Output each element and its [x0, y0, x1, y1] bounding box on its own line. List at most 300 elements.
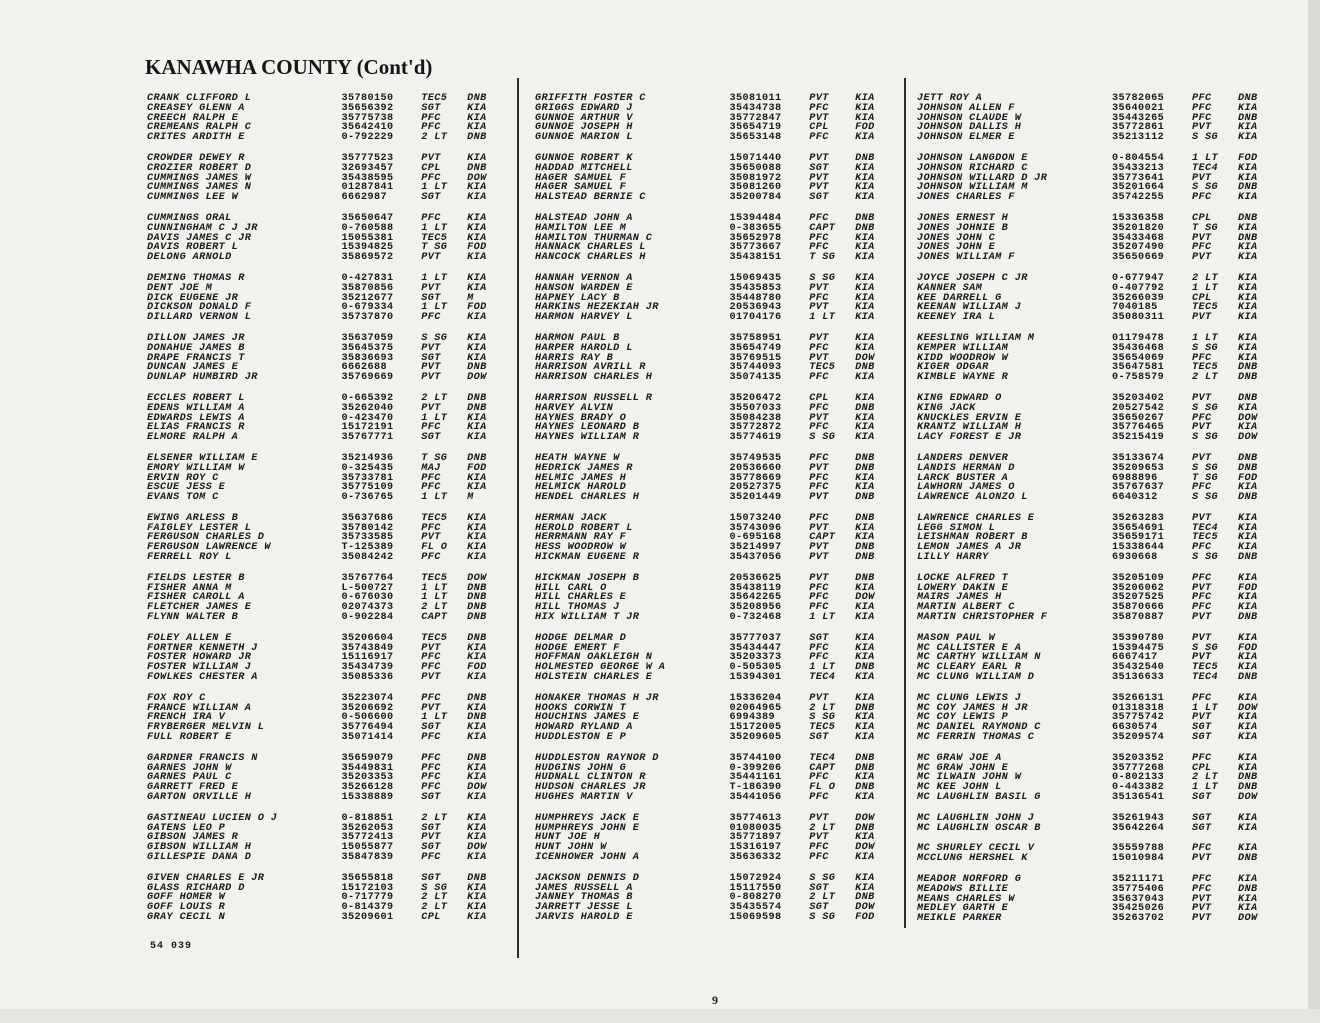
status: DNB — [855, 402, 875, 414]
status: KIA — [1238, 512, 1258, 524]
grade: SGT — [1192, 792, 1212, 804]
status: DOW — [855, 842, 875, 854]
grade: PVT — [809, 332, 829, 344]
grade: TEC4 — [809, 672, 836, 684]
serial-number: 15069435 — [729, 272, 782, 284]
roster-row — [147, 493, 507, 503]
serial-number: 0-506600 — [341, 712, 394, 724]
grade: 1 LT — [1192, 702, 1219, 714]
soldier-name: MC LAUGHLIN JOHN J — [917, 812, 1035, 824]
serial-number: 35775406 — [1112, 883, 1165, 895]
status: DOW — [1238, 432, 1258, 444]
status: KIA — [1238, 312, 1258, 324]
grade: PVT — [1192, 422, 1212, 434]
grade: TEC5 — [421, 632, 448, 644]
status: KIA — [1238, 874, 1258, 885]
soldier-name: KEE DARRELL G — [917, 292, 1002, 304]
serial-number: 35214997 — [729, 542, 782, 554]
grade: CPL — [1192, 292, 1212, 304]
status: KIA — [855, 872, 875, 884]
soldier-name: MEADOR NORFORD G — [917, 874, 1022, 885]
serial-number: 35211171 — [1112, 874, 1165, 885]
status: KIA — [1238, 602, 1258, 614]
serial-number: 15338889 — [341, 792, 394, 804]
soldier-name: CRITES ARDITH E — [147, 132, 245, 144]
soldier-name: HARVEY ALVIN — [535, 402, 614, 414]
grade: PVT — [421, 702, 441, 714]
serial-number: 35774613 — [729, 812, 782, 824]
serial-number: 01080035 — [729, 822, 782, 834]
serial-number: 35659079 — [341, 752, 394, 764]
serial-number: 6640312 — [1112, 492, 1158, 504]
roster-row — [917, 193, 1282, 203]
serial-number: 35778669 — [729, 472, 782, 484]
grade: T SG — [809, 252, 836, 264]
serial-number: 35742255 — [1112, 192, 1165, 204]
soldier-name: FISHER CAROLL A — [147, 592, 245, 604]
grade: 1 LT — [421, 412, 448, 424]
serial-number: 35425026 — [1112, 903, 1165, 915]
status: DNB — [467, 592, 487, 604]
soldier-name: FISHER ANNA M — [147, 582, 232, 594]
soldier-name: CUMMINGS LEE W — [147, 192, 239, 204]
serial-number: 35212677 — [341, 292, 394, 304]
soldier-name: DEMING THOMAS R — [147, 272, 245, 284]
soldier-name: DENT JOE M — [147, 282, 213, 294]
grade: TEC5 — [1192, 362, 1219, 374]
serial-number: 0-760588 — [341, 222, 394, 234]
roster-group — [535, 154, 895, 203]
grade: PVT — [1192, 452, 1212, 464]
grade: 1 LT — [421, 272, 448, 284]
grade: PVT — [421, 832, 441, 844]
grade: SGT — [421, 722, 441, 734]
soldier-name: FRANCE WILLIAM A — [147, 702, 252, 714]
grade: PFC — [809, 582, 829, 594]
status: DNB — [855, 702, 875, 714]
status: KIA — [1238, 632, 1258, 644]
serial-number: 15071440 — [729, 152, 782, 164]
serial-number: 35744100 — [729, 752, 782, 764]
serial-number: 35654749 — [729, 342, 782, 354]
grade: PVT — [809, 522, 829, 534]
grade: PFC — [421, 422, 441, 434]
grade: TEC5 — [809, 362, 836, 374]
serial-number: 35870856 — [341, 282, 394, 294]
roster-group — [535, 334, 895, 383]
grade: PFC — [1192, 242, 1212, 254]
soldier-name: HALSTEAD JOHN A — [535, 212, 633, 224]
soldier-name: JOHNSON WILLIAM M — [917, 182, 1028, 194]
status: DNB — [467, 93, 487, 104]
grade: PFC — [1192, 602, 1212, 614]
serial-number: 35769515 — [729, 352, 782, 364]
serial-number: 0-677947 — [1112, 272, 1165, 284]
grade: S SG — [1192, 132, 1219, 144]
status: DNB — [467, 132, 487, 144]
status: KIA — [1238, 222, 1258, 234]
serial-number: 35772413 — [341, 832, 394, 844]
soldier-name: FOX ROY C — [147, 692, 206, 704]
status: KIA — [1238, 812, 1258, 824]
serial-number: 35261943 — [1112, 812, 1165, 824]
serial-number: 35080311 — [1112, 312, 1165, 324]
soldier-name: DAVIS JAMES C JR — [147, 232, 252, 244]
grade: CPL — [1192, 212, 1212, 224]
roster-row — [147, 553, 507, 563]
serial-number: 35869572 — [341, 252, 394, 264]
grade: PFC — [809, 792, 829, 804]
serial-number: 0-732468 — [729, 612, 782, 624]
soldier-name: FRYBERGER MELVIN L — [147, 722, 265, 734]
grade: PFC — [421, 852, 441, 863]
roster-row — [535, 373, 895, 383]
serial-number: 35647581 — [1112, 362, 1165, 374]
grade: CPL — [1192, 762, 1212, 774]
status: KIA — [1238, 282, 1258, 294]
soldier-name: DUNLAP HUMBIRD JR — [147, 372, 258, 384]
soldier-name: HUNT JOE H — [535, 832, 601, 844]
grade: TEC5 — [421, 512, 448, 524]
roster-row — [147, 853, 507, 863]
soldier-name: MC FERRIN THOMAS C — [917, 732, 1035, 744]
soldier-name: KIGER ODGAR — [917, 362, 989, 374]
serial-number: 0-802133 — [1112, 772, 1165, 784]
status: KIA — [855, 282, 875, 294]
serial-number: 35263283 — [1112, 512, 1165, 524]
soldier-name: HARMON PAUL B — [535, 332, 620, 344]
grade: PFC — [1192, 192, 1212, 204]
soldier-name: JONES WILLIAM F — [917, 252, 1015, 264]
serial-number: 6662987 — [341, 192, 388, 204]
serial-number: 35084238 — [729, 412, 782, 424]
soldier-name: DILLON JAMES JR — [147, 332, 245, 344]
soldier-name: GARRETT FRED E — [147, 782, 239, 794]
serial-number: 32693457 — [341, 162, 394, 174]
soldier-name: LANDERS DENVER — [917, 452, 1009, 464]
serial-number: 35263702 — [1112, 913, 1165, 925]
status: KIA — [467, 792, 487, 804]
column-divider — [517, 78, 519, 958]
roster-row — [147, 313, 507, 323]
grade: PFC — [421, 752, 441, 764]
status: DOW — [855, 352, 875, 364]
status: KIA — [855, 852, 875, 863]
grade: PFC — [809, 342, 829, 354]
soldier-name: HARRISON CHARLES H — [535, 372, 653, 384]
grade: TEC5 — [1192, 302, 1219, 314]
status: DNB — [1238, 232, 1258, 244]
soldier-name: DAVIS ROBERT L — [147, 242, 239, 254]
serial-number: 35654691 — [1112, 522, 1165, 534]
serial-number: 15336358 — [1112, 212, 1165, 224]
serial-number: 35655818 — [341, 872, 394, 884]
roster-group — [147, 694, 507, 743]
roster-column-3 — [917, 94, 1282, 935]
serial-number: 35769669 — [341, 372, 394, 384]
soldier-name: JETT ROY A — [917, 93, 983, 104]
status: KIA — [855, 472, 875, 484]
soldier-name: JOHNSON WILLARD D JR — [917, 172, 1048, 184]
status: KIA — [467, 112, 487, 124]
soldier-name: CREASEY GLENN A — [147, 102, 245, 114]
grade: S SG — [1192, 462, 1219, 474]
soldier-name: DONAHUE JAMES B — [147, 342, 245, 354]
serial-number: 15055381 — [341, 232, 394, 244]
roster-row — [917, 253, 1282, 263]
serial-number: 35200784 — [729, 192, 782, 204]
grade: PVT — [809, 812, 829, 824]
soldier-name: CREMEANS RALPH C — [147, 122, 252, 134]
serial-number: 35559788 — [1112, 843, 1165, 855]
soldier-name: HANSON WARDEN E — [535, 282, 633, 294]
roster-row — [535, 313, 895, 323]
roster-column-2 — [535, 94, 895, 934]
roster-row — [917, 313, 1282, 323]
status: DNB — [467, 362, 487, 374]
grade: PVT — [809, 692, 829, 704]
grade: PVT — [1192, 512, 1212, 524]
grade: PFC — [809, 652, 829, 664]
status: KIA — [855, 532, 875, 544]
serial-number: 35205109 — [1112, 572, 1165, 584]
roster-row — [917, 373, 1282, 383]
serial-number: 0-443382 — [1112, 782, 1165, 794]
grade: S SG — [1192, 432, 1219, 444]
status: KIA — [855, 192, 875, 204]
roster-group — [917, 274, 1282, 323]
status: KIA — [1238, 292, 1258, 304]
grade: 1 LT — [809, 612, 836, 624]
serial-number: 35437056 — [729, 552, 782, 564]
soldier-name: CUMMINGS ORAL — [147, 212, 232, 224]
soldier-name: JONES JOHN C — [917, 232, 996, 244]
serial-number: 35776494 — [341, 722, 394, 734]
roster-group — [535, 214, 895, 263]
status: KIA — [467, 312, 487, 324]
serial-number: 35214936 — [341, 452, 394, 464]
status: FOD — [1238, 152, 1258, 164]
grade: 1 LT — [421, 582, 448, 594]
soldier-name: GARTON ORVILLE H — [147, 792, 252, 804]
serial-number: 35223074 — [341, 692, 394, 704]
grade: PVT — [809, 182, 829, 194]
grade: 1 LT — [1192, 152, 1219, 164]
serial-number: 35433213 — [1112, 162, 1165, 174]
grade: PVT — [421, 672, 441, 684]
grade: PFC — [421, 482, 441, 494]
soldier-name: HARRIS RAY B — [535, 352, 614, 364]
grade: PVT — [1192, 312, 1212, 324]
status: DNB — [855, 552, 875, 564]
roster-group — [147, 874, 507, 923]
status: DNB — [1238, 112, 1258, 124]
status: KIA — [467, 422, 487, 434]
serial-number: 35650267 — [1112, 412, 1165, 424]
serial-number: 15394301 — [729, 672, 782, 684]
soldier-name: MC CARTHY WILLIAM N — [917, 652, 1041, 664]
soldier-name: CUMMINGS JAMES W — [147, 172, 252, 184]
grade: PFC — [421, 312, 441, 324]
grade: PFC — [1192, 752, 1212, 764]
grade: PFC — [421, 552, 441, 564]
grade: TEC4 — [809, 752, 836, 764]
page-edge-shadow — [1308, 0, 1320, 1023]
soldier-name: LARCK BUSTER A — [917, 472, 1009, 484]
soldier-name: LEMON JAMES A JR — [917, 542, 1022, 554]
grade: PFC — [809, 472, 829, 484]
soldier-name: MARTIN ALBERT C — [917, 602, 1015, 614]
serial-number: 35776465 — [1112, 422, 1165, 434]
grade: PVT — [421, 362, 441, 374]
grade: PFC — [1192, 112, 1212, 124]
soldier-name: LEGG SIMON L — [917, 522, 996, 534]
soldier-name: MEANS CHARLES W — [917, 893, 1015, 905]
status: KIA — [1238, 722, 1258, 734]
grade: PFC — [1192, 874, 1212, 885]
serial-number: 15172103 — [341, 882, 394, 894]
roster-row — [917, 433, 1282, 443]
status: KIA — [467, 102, 487, 114]
grade: SGT — [421, 352, 441, 364]
soldier-name: MC GRAW JOE A — [917, 752, 1002, 764]
serial-number: 0-679334 — [341, 302, 394, 314]
roster-group — [917, 814, 1282, 834]
status: KIA — [855, 172, 875, 184]
grade: PFC — [809, 232, 829, 244]
status: KIA — [1238, 192, 1258, 204]
serial-number: 35136633 — [1112, 672, 1165, 684]
serial-number: 0-665392 — [341, 392, 394, 404]
roster-group — [535, 634, 895, 683]
grade: 2 LT — [421, 392, 448, 404]
grade: 2 LT — [1192, 272, 1219, 284]
soldier-name: MC ILWAIN JOHN W — [917, 772, 1022, 784]
grade: 1 LT — [421, 222, 448, 234]
grade: PFC — [809, 372, 829, 384]
grade: PFC — [809, 422, 829, 434]
roster-group — [917, 574, 1282, 623]
status: KIA — [467, 542, 487, 554]
serial-number: 35650669 — [1112, 252, 1165, 264]
status: KIA — [855, 792, 875, 804]
serial-number: 35774619 — [729, 432, 782, 444]
grade: PFC — [1192, 843, 1212, 855]
grade: PVT — [1192, 232, 1212, 244]
roster-group — [147, 154, 507, 203]
serial-number: 35654719 — [729, 122, 782, 134]
status: KIA — [467, 232, 487, 244]
grade: PFC — [1192, 572, 1212, 584]
grade: T SG — [421, 452, 448, 464]
status: KIA — [467, 272, 487, 284]
grade: PVT — [1192, 612, 1212, 624]
status: KIA — [467, 911, 487, 923]
roster-group — [535, 874, 895, 923]
grade: PVT — [421, 532, 441, 544]
soldier-name: ELSENER WILLIAM E — [147, 452, 258, 464]
roster-row — [147, 253, 507, 263]
grade: 2 LT — [1192, 772, 1219, 784]
soldier-name: HALSTEAD BERNIE C — [535, 192, 646, 204]
serial-number: 35201664 — [1112, 182, 1165, 194]
status: DNB — [1238, 362, 1258, 374]
status: KIA — [467, 152, 487, 164]
grade: PVT — [809, 412, 829, 424]
roster-group — [917, 154, 1282, 203]
serial-number: 15394475 — [1112, 642, 1165, 654]
grade: FL O — [421, 542, 448, 554]
roster-group — [917, 754, 1282, 803]
soldier-name: FERGUSON CHARLES D — [147, 532, 265, 544]
grade: SGT — [809, 902, 829, 914]
serial-number: 35266131 — [1112, 692, 1165, 704]
serial-number: 0-407792 — [1112, 282, 1165, 294]
serial-number: 35744093 — [729, 362, 782, 374]
serial-number: 0-423470 — [341, 412, 394, 424]
grade: S SG — [809, 272, 836, 284]
grade: PVT — [1192, 903, 1212, 915]
roster-row — [917, 854, 1282, 864]
grade: PVT — [809, 93, 829, 104]
status: M — [467, 492, 474, 504]
soldier-name: CROZIER ROBERT D — [147, 162, 252, 174]
soldier-name: EDWARDS LEWIS A — [147, 412, 245, 424]
grade: PFC — [1192, 542, 1212, 554]
roster-row — [535, 553, 895, 563]
soldier-name: FOSTER HOWARD JR — [147, 652, 252, 664]
serial-number: 35448780 — [729, 292, 782, 304]
status: DOW — [467, 842, 487, 854]
grade: 1 LT — [1192, 782, 1219, 794]
soldier-name: HOUCHINS JAMES E — [535, 712, 640, 724]
grade: PFC — [1192, 93, 1212, 104]
status: KIA — [1238, 662, 1258, 674]
status: KIA — [855, 722, 875, 734]
soldier-name: FOWLKES CHESTER A — [147, 672, 258, 684]
status: KIA — [855, 292, 875, 304]
soldier-name: GLASS RICHARD D — [147, 882, 245, 894]
serial-number: 35767637 — [1112, 482, 1165, 494]
status: DOW — [1238, 913, 1258, 925]
serial-number: 35209605 — [729, 732, 782, 744]
status: KIA — [1238, 332, 1258, 344]
roster-row — [147, 673, 507, 683]
status: DNB — [855, 572, 875, 584]
serial-number: 35441056 — [729, 792, 782, 804]
status: FOD — [467, 462, 487, 474]
soldier-name: DILLARD VERNON L — [147, 312, 252, 324]
serial-number: 6930668 — [1112, 552, 1158, 564]
serial-number: 35206604 — [341, 632, 394, 644]
soldier-name: HILL CARL O — [535, 582, 607, 594]
serial-number: 35870666 — [1112, 602, 1165, 614]
soldier-name: KEESLING WILLIAM M — [917, 332, 1035, 344]
roster-group — [917, 694, 1282, 743]
serial-number: 35772847 — [729, 112, 782, 124]
soldier-name: GATENS LEO P — [147, 822, 226, 834]
roster-group — [535, 814, 895, 863]
status: DNB — [855, 782, 875, 794]
serial-number: 15336204 — [729, 692, 782, 704]
serial-number: 15069598 — [729, 911, 782, 923]
roster-group — [147, 754, 507, 803]
serial-number: 15172191 — [341, 422, 394, 434]
grade: PVT — [1192, 652, 1212, 664]
serial-number: 35438151 — [729, 252, 782, 264]
serial-number: 20536943 — [729, 302, 782, 314]
serial-number: 35207490 — [1112, 242, 1165, 254]
